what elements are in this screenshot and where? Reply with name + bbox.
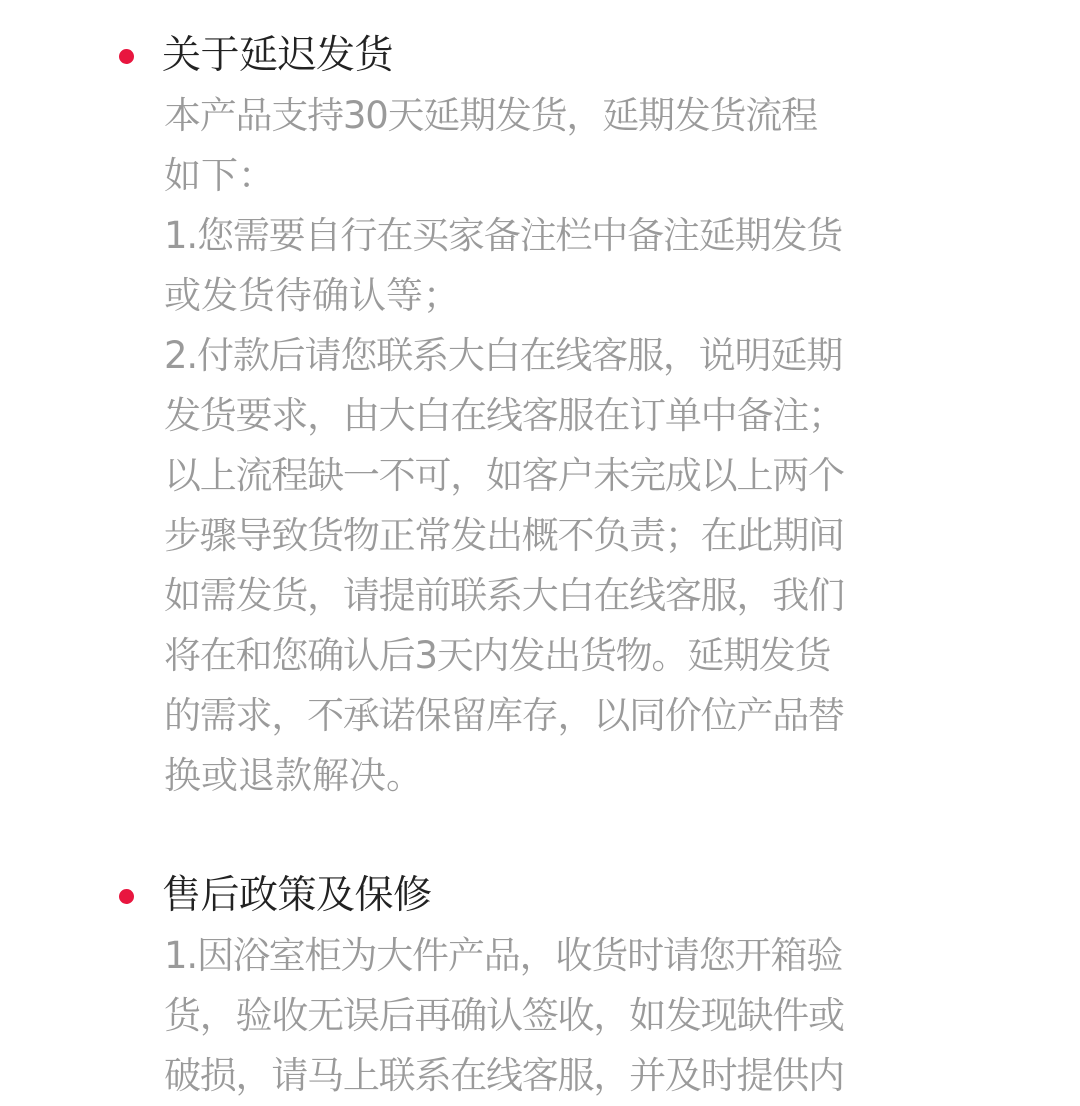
section-body (164, 86, 964, 806)
paragraph-line: 如需发货，请提前联系大白在线客服，我们 (164, 574, 844, 617)
section-body (164, 926, 964, 1106)
paragraph-line: 将在和您确认后3天内发出货物。延期发货 (164, 634, 831, 677)
section-delay-shipping (0, 26, 1080, 806)
paragraph-line: 或发货待确认等； (164, 274, 460, 317)
paragraph-line: 2.付款后请您联系大白在线客服，说明延期 (164, 334, 843, 377)
bullet-dot-icon (119, 889, 134, 904)
paragraph-line: 如下： (164, 154, 275, 197)
paragraph-line: 1.您需要自行在买家备注栏中备注延期发货 (164, 214, 843, 257)
paragraph-line: 货，验收无误后再确认签收，如发现缺件或 (164, 994, 844, 1037)
paragraph-line: 破损，请马上联系在线客服，并及时提供内 (164, 1054, 844, 1097)
section-after-sales-policy (0, 866, 1080, 1106)
paragraph-line: 步骤导致货物正常发出概不负责；在此期间 (164, 514, 844, 557)
section-title: 售后政策及保修 (162, 873, 432, 918)
paragraph-line: 本产品支持30天延期发货，延期发货流程 (164, 94, 817, 137)
paragraph-line: 换或退款解决。 (164, 754, 423, 797)
paragraph-line: 1.因浴室柜为大件产品，收货时请您开箱验 (164, 934, 843, 977)
paragraph-line: 发货要求，由大白在线客服在订单中备注； (164, 394, 844, 437)
section-header (0, 26, 1080, 86)
paragraph-line: 以上流程缺一不可，如客户未完成以上两个 (164, 454, 844, 497)
paragraph-line: 的需求，不承诺保留库存，以同价位产品替 (164, 694, 844, 737)
section-title: 关于延迟发货 (162, 33, 394, 78)
section-header (0, 866, 1080, 926)
bullet-dot-icon (119, 49, 134, 64)
